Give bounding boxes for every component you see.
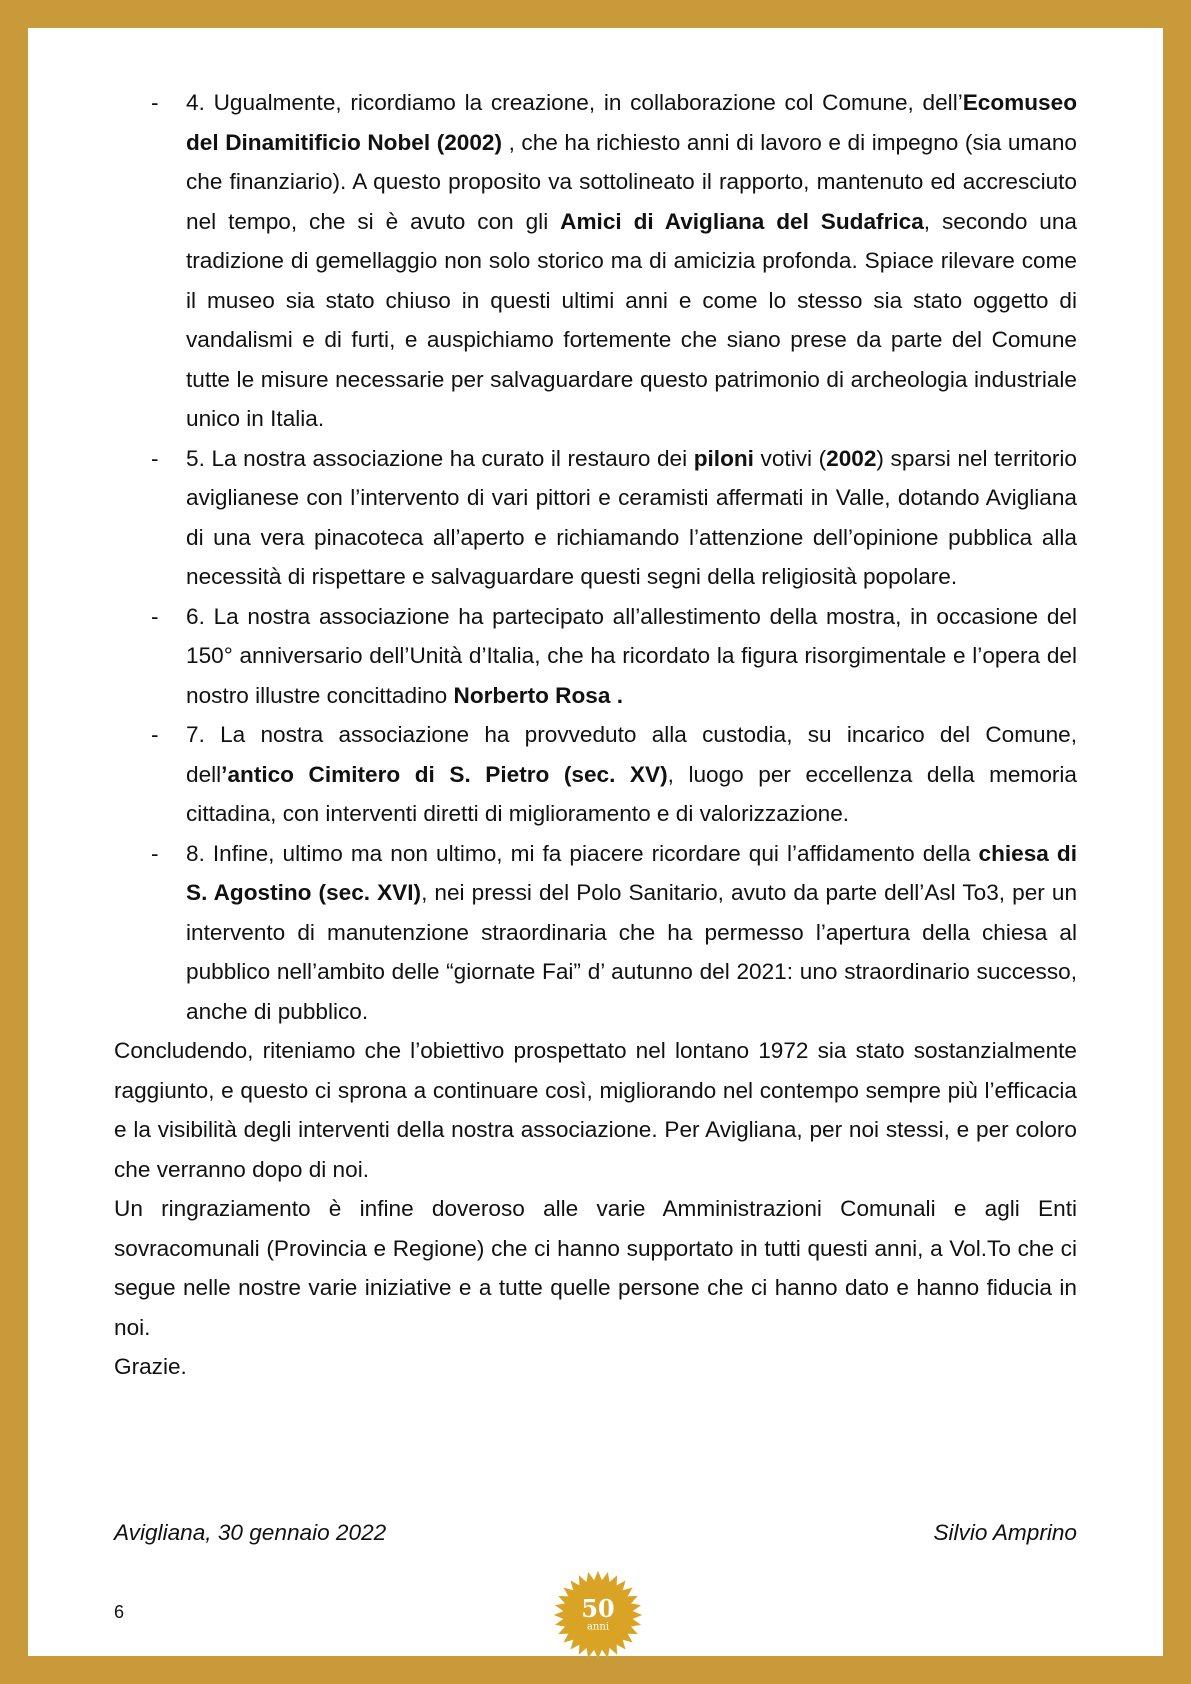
bullet-dash: -: [151, 840, 159, 866]
text-segment: , luogo per eccellenza della memoria cittadina, con interventi diretti di miglioramento e di valorizzazione.: [186, 761, 1077, 826]
anniversary-logo-icon: [552, 1569, 644, 1661]
bullet-dash: -: [151, 722, 159, 747]
bullet-dash: -: [151, 90, 159, 115]
text-segment: La nostra associazione ha partecipato all’allestimento della mostra, in occasione del 150° anniversario dell’Unità d’Italia, che ha ricordato la figura risorgimentale e l’opera del nostro illustre concittadino: [186, 603, 1077, 708]
item-text: [186, 841, 1077, 1024]
text-segment: La nostra associazione ha curato il restauro dei: [211, 445, 694, 471]
bullet-dash: -: [151, 445, 159, 471]
place-date: Avigliana, 30 gennaio 2022: [114, 1520, 387, 1545]
bold-text: Ecomuseo del Dinamitificio Nobel (2002): [186, 90, 1077, 155]
item-number: 4.: [186, 90, 205, 115]
bold-text: 2002: [826, 445, 877, 471]
list-item: [114, 834, 1077, 1032]
list-item: [114, 83, 1077, 439]
page: [28, 28, 1163, 1656]
list-item: [114, 597, 1077, 716]
text-segment: La nostra associazione ha provveduto alla custodia, su incarico del Comune, dell: [186, 722, 1077, 787]
text-segment: ) sparsi nel territorio aviglianese con l’intervento di vari pittori e ceramisti affermati in Valle, dotando Avigliana di una vera pinacoteca all’aperto e richiamando l’attenzione dell’opinione pubblica alla necessità di rispettare e salvaguardare questi segni della religiosità popolare.: [186, 445, 1077, 589]
list-item: [114, 439, 1077, 597]
text-segment: Infine, ultimo ma non ultimo, mi fa piacere ricordare qui l’affidamento della: [212, 840, 979, 866]
text-segment: votivi (: [753, 445, 827, 471]
page-number: 6: [114, 1602, 125, 1622]
item-number: 6.: [186, 603, 205, 629]
item-text: [186, 90, 1077, 431]
item-number: 8.: [186, 840, 205, 866]
item-text: [186, 604, 1077, 708]
text-segment: , secondo una tradizione di gemellaggio non solo storico ma di amicizia profonda. Spiace rilevare come il museo sia stato chiuso in questi ultimi anni e come lo stesso sia stato oggetto di vandalismi e di furti, e auspichiamo fortemente che siano prese da parte del Comune tutte le misure necessarie per salvaguardare questo patrimonio di archeologia industriale unico in Italia.: [186, 208, 1078, 431]
activity-list: [114, 83, 1077, 1031]
document-body: [114, 83, 1077, 1387]
bold-text: piloni: [693, 445, 754, 471]
bold-text: Amici di Avigliana del Sudafrica: [560, 208, 924, 234]
thanks-paragraph: Un ringraziamento è infine doveroso alle varie Amministrazioni Comunali e agli Enti sovracomunali (Provincia e Regione) che ci hanno supportato in tutti questi anni, a Vol.To che ci segue nelle nostre varie iniziative e a tutte quelle persone che ci hanno dato e hanno fiducia in noi.: [114, 1196, 1077, 1340]
signature: Silvio Amprino: [933, 1520, 1077, 1545]
signature-line: [114, 1520, 1077, 1546]
text-segment: Ugualmente, ricordiamo la creazione, in collaborazione col Comune, dell’: [213, 90, 963, 115]
item-text: [186, 722, 1077, 826]
text-segment: , che ha richiesto anni di lavoro e di impegno (sia umano che finanziario). A questo proposito va sottolineato il rapporto, mantenuto ed accresciuto nel tempo, che si è avuto con gli: [186, 129, 1077, 234]
item-number: 5.: [186, 445, 205, 471]
logo-word: anni: [586, 1621, 610, 1633]
bullet-dash: -: [151, 603, 159, 629]
bold-text: ’antico Cimitero di S. Pietro (sec. XV): [221, 761, 668, 787]
item-number: 7.: [186, 722, 205, 747]
bold-text: Norberto Rosa .: [453, 682, 623, 708]
text-segment: , nei pressi del Polo Sanitario, avuto da parte dell’Asl To3, per un intervento di manutenzione straordinaria che ha permesso l’apertura della chiesa al pubblico nell’ambito delle “giornate Fai” d’ autunno del 2021: uno straordinario successo, anche di pubblico.: [186, 880, 1078, 1024]
closing-text: Grazie.: [114, 1354, 187, 1379]
logo-number: 50: [581, 1594, 615, 1623]
conclusion-paragraph: Concludendo, riteniamo che l’obiettivo prospettato nel lontano 1972 sia stato sostanzialmente raggiunto, e questo ci sprona a continuare così, migliorando nel contempo sempre più l’efficacia e la visibilità degli interventi della nostra associazione. Per Avigliana, per noi stessi, e per coloro che verranno dopo di noi.: [114, 1038, 1077, 1182]
list-item: [114, 715, 1077, 834]
item-text: [186, 446, 1077, 590]
bold-text: chiesa di S. Agostino (sec. XVI): [186, 840, 1078, 905]
